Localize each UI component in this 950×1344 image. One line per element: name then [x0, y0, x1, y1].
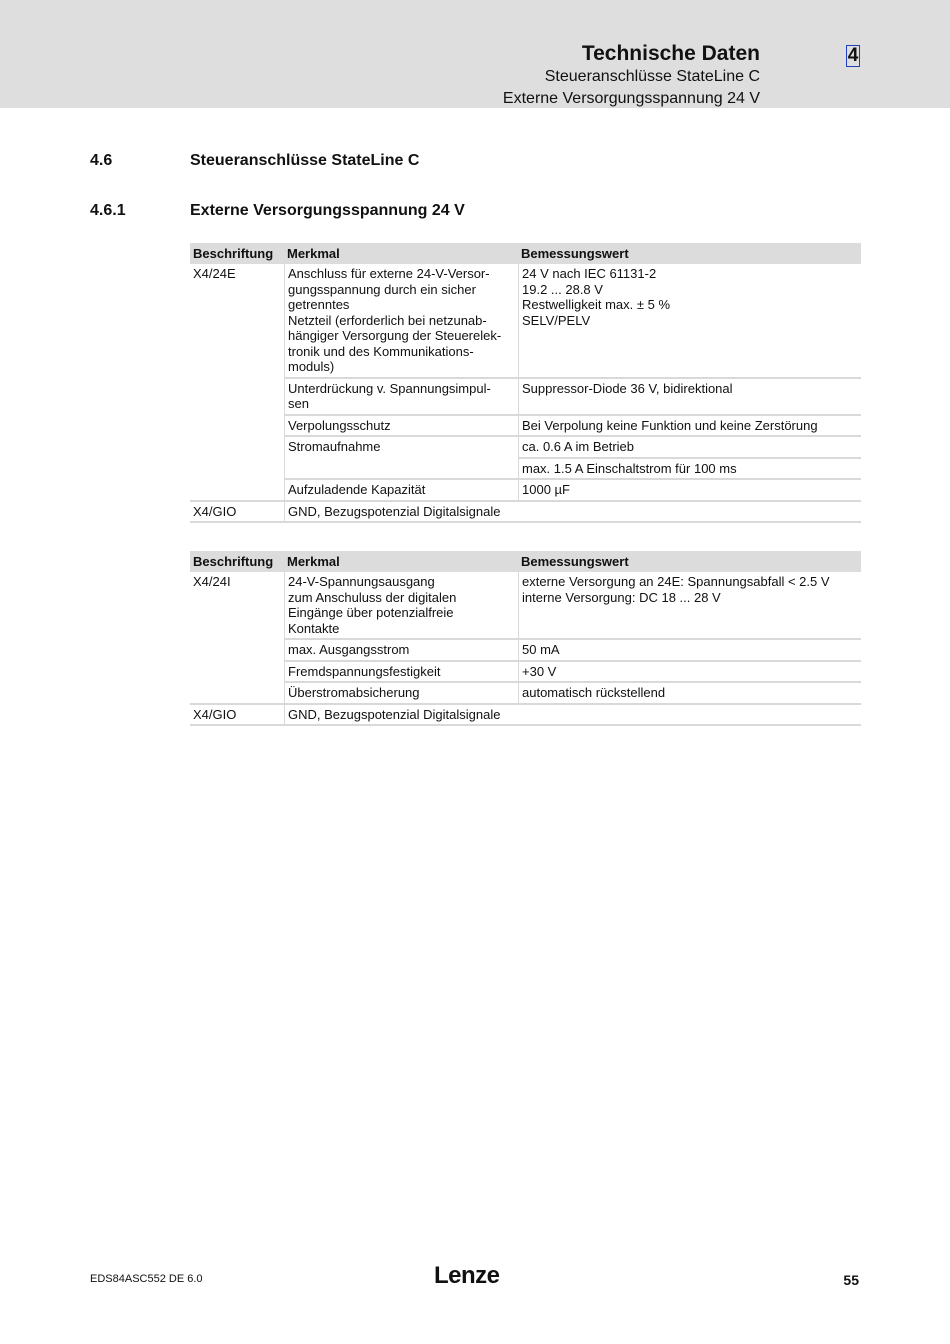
value-cell: 50 mA [518, 640, 861, 662]
column-header: Beschriftung [193, 554, 274, 569]
table-row [190, 640, 861, 662]
row-label [190, 683, 284, 703]
row-label [190, 640, 284, 662]
value-cell: 24 V nach IEC 61131-2 19.2 ... 28.8 V Restwelligkeit max. ± 5 % SELV/PELV [518, 264, 861, 379]
row-label [190, 379, 284, 416]
feature-cell: Fremdspannungsfestigkeit [284, 662, 518, 684]
column-header: Merkmal [287, 554, 340, 569]
feature-cell: 24-V-Spannungsausgang zum Anschuluss der digitalen Eingänge über potenzialfreie Kontakte [284, 572, 518, 640]
value-cell: automatisch rückstellend [518, 683, 861, 703]
feature-cell: Unterdrückung v. Spannungsimpul- sen [284, 379, 518, 416]
column-header: Bemessungswert [521, 554, 629, 569]
chapter-number-link[interactable]: 4 [847, 45, 859, 66]
row-label [190, 480, 284, 500]
feature-cell: Überstromabsicherung [284, 683, 518, 703]
table-row [190, 705, 861, 727]
value-cell: externe Versorgung an 24E: Spannungsabfall < 2.5 V interne Versorgung: DC 18 ... 28 V [518, 572, 861, 640]
table-row [190, 416, 861, 438]
section-title: Steueranschlüsse StateLine C [190, 152, 420, 169]
table-row [190, 480, 861, 502]
value-cell: max. 1.5 A Einschaltstrom für 100 ms [522, 460, 737, 476]
value-cell: 1000 µF [518, 480, 861, 500]
value-cell: Suppressor-Diode 36 V, bidirektional [518, 379, 861, 416]
feature-cell: max. Ausgangsstrom [284, 640, 518, 662]
subsection-number: 4.6.1 [90, 202, 126, 219]
feature-cell: Verpolungsschutz [284, 416, 518, 438]
feature-cell: GND, Bezugspotenzial Digitalsignale [284, 502, 861, 522]
feature-cell: GND, Bezugspotenzial Digitalsignale [284, 705, 861, 725]
row-label: X4/GIO [193, 503, 237, 519]
value-cell: Bei Verpolung keine Funktion und keine Zerstörung [518, 416, 861, 438]
row-label: X4/24E [193, 266, 236, 281]
subsection-title: Externe Versorgungsspannung 24 V [190, 202, 465, 219]
table-row [190, 662, 861, 684]
spec-table-24e [190, 243, 861, 523]
table-row [190, 572, 861, 640]
table-row [190, 264, 861, 379]
row-label [190, 416, 284, 438]
spec-table-24i [190, 551, 861, 726]
table-row [190, 683, 861, 705]
section-number: 4.6 [90, 152, 113, 169]
page-header-subtitle-1: Steueranschlüsse StateLine C [544, 68, 760, 85]
column-header: Beschriftung [193, 246, 274, 261]
row-label [190, 437, 284, 480]
table-row [190, 379, 861, 416]
row-label: X4/24I [193, 574, 231, 589]
table-header-row [190, 243, 861, 264]
table-row [190, 437, 861, 480]
page-header-title: Technische Daten [581, 42, 760, 65]
row-label: X4/GIO [193, 706, 237, 722]
table-row [190, 502, 861, 524]
column-header: Bemessungswert [521, 246, 629, 261]
feature-cell: Aufzuladende Kapazität [284, 480, 518, 500]
document-id: EDS84ASC552 DE 6.0 [90, 1273, 203, 1285]
column-header: Merkmal [287, 246, 340, 261]
header-band [0, 0, 950, 108]
lenze-logo: Lenze [434, 1262, 500, 1289]
page-header-subtitle-2: Externe Versorgungsspannung 24 V [502, 90, 760, 107]
table-header-row [190, 551, 861, 572]
value-cell: +30 V [518, 662, 861, 684]
value-cell-group [518, 437, 861, 480]
page-number: 55 [843, 1272, 859, 1288]
value-cell: ca. 0.6 A im Betrieb [519, 437, 861, 459]
feature-cell: Anschluss für externe 24-V-Versor- gungsspannung durch ein sicher getrenntes Netzteil (erforderlich bei netzunab- hängiger Versorgung der Steuerelek- tronik und des Kommunikations- moduls) [284, 264, 518, 379]
row-label [190, 662, 284, 684]
feature-cell: Stromaufnahme [284, 437, 518, 480]
